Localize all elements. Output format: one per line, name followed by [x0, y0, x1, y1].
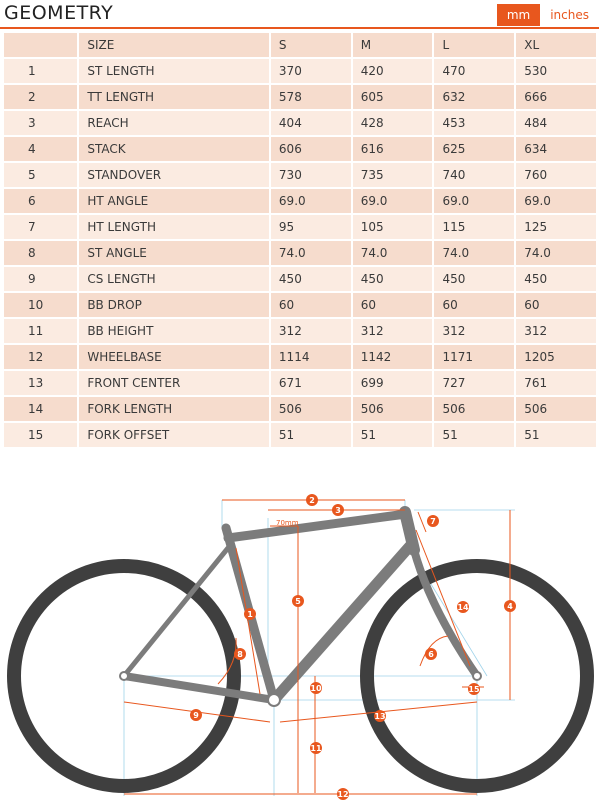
- table-row: [4, 137, 598, 163]
- row-measurement-name: CS LENGTH: [79, 267, 271, 293]
- row-measurement-name: ST LENGTH: [79, 59, 271, 85]
- row-value-s: 370: [271, 59, 353, 85]
- row-measurement-name: ST ANGLE: [79, 241, 271, 267]
- row-value-l: 470: [434, 59, 516, 85]
- row-measurement-name: FRONT CENTER: [79, 371, 271, 397]
- callout-label: 9: [193, 711, 199, 720]
- row-value-m: 69.0: [353, 189, 435, 215]
- callout-label: 6: [428, 650, 434, 659]
- row-value-s: 578: [271, 85, 353, 111]
- table-row: [4, 371, 598, 397]
- row-measurement-name: HT ANGLE: [79, 189, 271, 215]
- row-index: 15: [4, 423, 79, 449]
- callout-11: [310, 742, 322, 754]
- row-value-s: 730: [271, 163, 353, 189]
- row-value-s: 450: [271, 267, 353, 293]
- row-index: 7: [4, 215, 79, 241]
- row-value-s: 1114: [271, 345, 353, 371]
- row-index: 4: [4, 137, 79, 163]
- callout-10: [310, 682, 322, 694]
- row-value-l: 625: [434, 137, 516, 163]
- front-hub: [473, 672, 481, 680]
- row-value-xl: 60: [516, 293, 598, 319]
- header-cell-l: L: [434, 33, 516, 59]
- callout-label: 8: [237, 650, 243, 659]
- table-row: [4, 85, 598, 111]
- row-value-xl: 760: [516, 163, 598, 189]
- row-value-s: 606: [271, 137, 353, 163]
- row-measurement-name: BB DROP: [79, 293, 271, 319]
- row-value-l: 506: [434, 397, 516, 423]
- standover-offset-label: 70mm: [276, 519, 299, 527]
- callout-4: [504, 600, 516, 612]
- row-value-s: 312: [271, 319, 353, 345]
- row-value-xl: 506: [516, 397, 598, 423]
- table-row: [4, 59, 598, 85]
- row-value-xl: 530: [516, 59, 598, 85]
- row-index: 14: [4, 397, 79, 423]
- row-value-xl: 484: [516, 111, 598, 137]
- callout-label: 14: [457, 603, 469, 612]
- row-index: 10: [4, 293, 79, 319]
- geometry-table: [4, 33, 598, 449]
- table-row: [4, 319, 598, 345]
- unit-inches-button[interactable]: inches: [540, 4, 599, 26]
- row-index: 11: [4, 319, 79, 345]
- row-measurement-name: FORK LENGTH: [79, 397, 271, 423]
- row-value-s: 95: [271, 215, 353, 241]
- callout-3: [332, 504, 344, 516]
- page-title: GEOMETRY: [4, 2, 114, 24]
- row-value-xl: 450: [516, 267, 598, 293]
- callout-label: 10: [310, 684, 322, 693]
- row-index: 3: [4, 111, 79, 137]
- row-value-m: 420: [353, 59, 435, 85]
- row-value-s: 506: [271, 397, 353, 423]
- row-value-s: 404: [271, 111, 353, 137]
- table-row: [4, 267, 598, 293]
- row-value-l: 1171: [434, 345, 516, 371]
- row-value-xl: 69.0: [516, 189, 598, 215]
- row-value-l: 450: [434, 267, 516, 293]
- callout-6: [425, 648, 437, 660]
- row-value-l: 740: [434, 163, 516, 189]
- row-value-m: 605: [353, 85, 435, 111]
- row-value-s: 74.0: [271, 241, 353, 267]
- callout-label: 11: [310, 744, 322, 753]
- row-measurement-name: TT LENGTH: [79, 85, 271, 111]
- row-index: 13: [4, 371, 79, 397]
- row-value-m: 105: [353, 215, 435, 241]
- callout-12: [337, 788, 349, 800]
- table-row: [4, 423, 598, 449]
- callout-1: [244, 608, 256, 620]
- header-cell-index: [4, 33, 79, 59]
- row-index: 8: [4, 241, 79, 267]
- row-value-l: 727: [434, 371, 516, 397]
- row-value-l: 74.0: [434, 241, 516, 267]
- row-value-xl: 74.0: [516, 241, 598, 267]
- row-value-m: 450: [353, 267, 435, 293]
- row-measurement-name: STANDOVER: [79, 163, 271, 189]
- row-measurement-name: STACK: [79, 137, 271, 163]
- rear-hub: [120, 672, 128, 680]
- unit-mm-button[interactable]: mm: [497, 4, 540, 26]
- row-value-xl: 125: [516, 215, 598, 241]
- row-value-xl: 51: [516, 423, 598, 449]
- row-value-m: 735: [353, 163, 435, 189]
- callout-9: [190, 709, 202, 721]
- row-value-xl: 666: [516, 85, 598, 111]
- row-value-l: 115: [434, 215, 516, 241]
- row-value-l: 69.0: [434, 189, 516, 215]
- row-value-m: 428: [353, 111, 435, 137]
- callout-5: [292, 595, 304, 607]
- table-row: [4, 293, 598, 319]
- row-value-m: 616: [353, 137, 435, 163]
- row-measurement-name: BB HEIGHT: [79, 319, 271, 345]
- row-value-m: 60: [353, 293, 435, 319]
- row-index: 12: [4, 345, 79, 371]
- callout-15: [468, 683, 480, 695]
- row-value-l: 60: [434, 293, 516, 319]
- table-row: [4, 111, 598, 137]
- row-value-s: 671: [271, 371, 353, 397]
- header-cell-m: M: [353, 33, 435, 59]
- table-row: [4, 241, 598, 267]
- row-index: 2: [4, 85, 79, 111]
- row-value-l: 51: [434, 423, 516, 449]
- callout-13: [374, 710, 386, 722]
- table-row: [4, 345, 598, 371]
- header-cell-size: SIZE: [79, 33, 271, 59]
- row-value-xl: 634: [516, 137, 598, 163]
- row-value-m: 51: [353, 423, 435, 449]
- callout-label: 5: [295, 597, 301, 606]
- bottom-bracket: [268, 694, 280, 706]
- row-index: 5: [4, 163, 79, 189]
- callout-label: 7: [430, 517, 436, 526]
- callout-7: [427, 515, 439, 527]
- row-measurement-name: HT LENGTH: [79, 215, 271, 241]
- row-index: 6: [4, 189, 79, 215]
- callout-label: 1: [247, 610, 253, 619]
- row-value-m: 699: [353, 371, 435, 397]
- callout-label: 13: [374, 712, 386, 721]
- row-index: 9: [4, 267, 79, 293]
- callout-8: [234, 648, 246, 660]
- callout-label: 3: [335, 506, 341, 515]
- header-cell-s: S: [271, 33, 353, 59]
- row-value-l: 632: [434, 85, 516, 111]
- table-row: [4, 397, 598, 423]
- callout-label: 15: [468, 685, 480, 694]
- callout-label: 12: [337, 790, 349, 799]
- row-measurement-name: FORK OFFSET: [79, 423, 271, 449]
- bike-diagram-svg: [0, 488, 599, 807]
- row-value-m: 312: [353, 319, 435, 345]
- table-row: [4, 163, 598, 189]
- row-measurement-name: WHEELBASE: [79, 345, 271, 371]
- row-value-m: 506: [353, 397, 435, 423]
- unit-toggle: [497, 4, 599, 26]
- row-value-xl: 761: [516, 371, 598, 397]
- row-measurement-name: REACH: [79, 111, 271, 137]
- row-value-m: 74.0: [353, 241, 435, 267]
- row-value-s: 69.0: [271, 189, 353, 215]
- callout-2: [306, 494, 318, 506]
- header-cell-xl: XL: [516, 33, 598, 59]
- table-header-row: [4, 33, 598, 59]
- row-value-xl: 312: [516, 319, 598, 345]
- header-divider: [0, 27, 599, 29]
- callout-label: 2: [309, 496, 315, 505]
- callout-14: [457, 601, 469, 613]
- row-value-l: 312: [434, 319, 516, 345]
- table-row: [4, 215, 598, 241]
- callout-label: 4: [507, 602, 513, 611]
- row-value-l: 453: [434, 111, 516, 137]
- row-value-s: 60: [271, 293, 353, 319]
- row-value-xl: 1205: [516, 345, 598, 371]
- geometry-header: [0, 0, 599, 30]
- table-row: [4, 189, 598, 215]
- row-value-s: 51: [271, 423, 353, 449]
- row-index: 1: [4, 59, 79, 85]
- bike-geometry-diagram: [0, 488, 599, 807]
- row-value-m: 1142: [353, 345, 435, 371]
